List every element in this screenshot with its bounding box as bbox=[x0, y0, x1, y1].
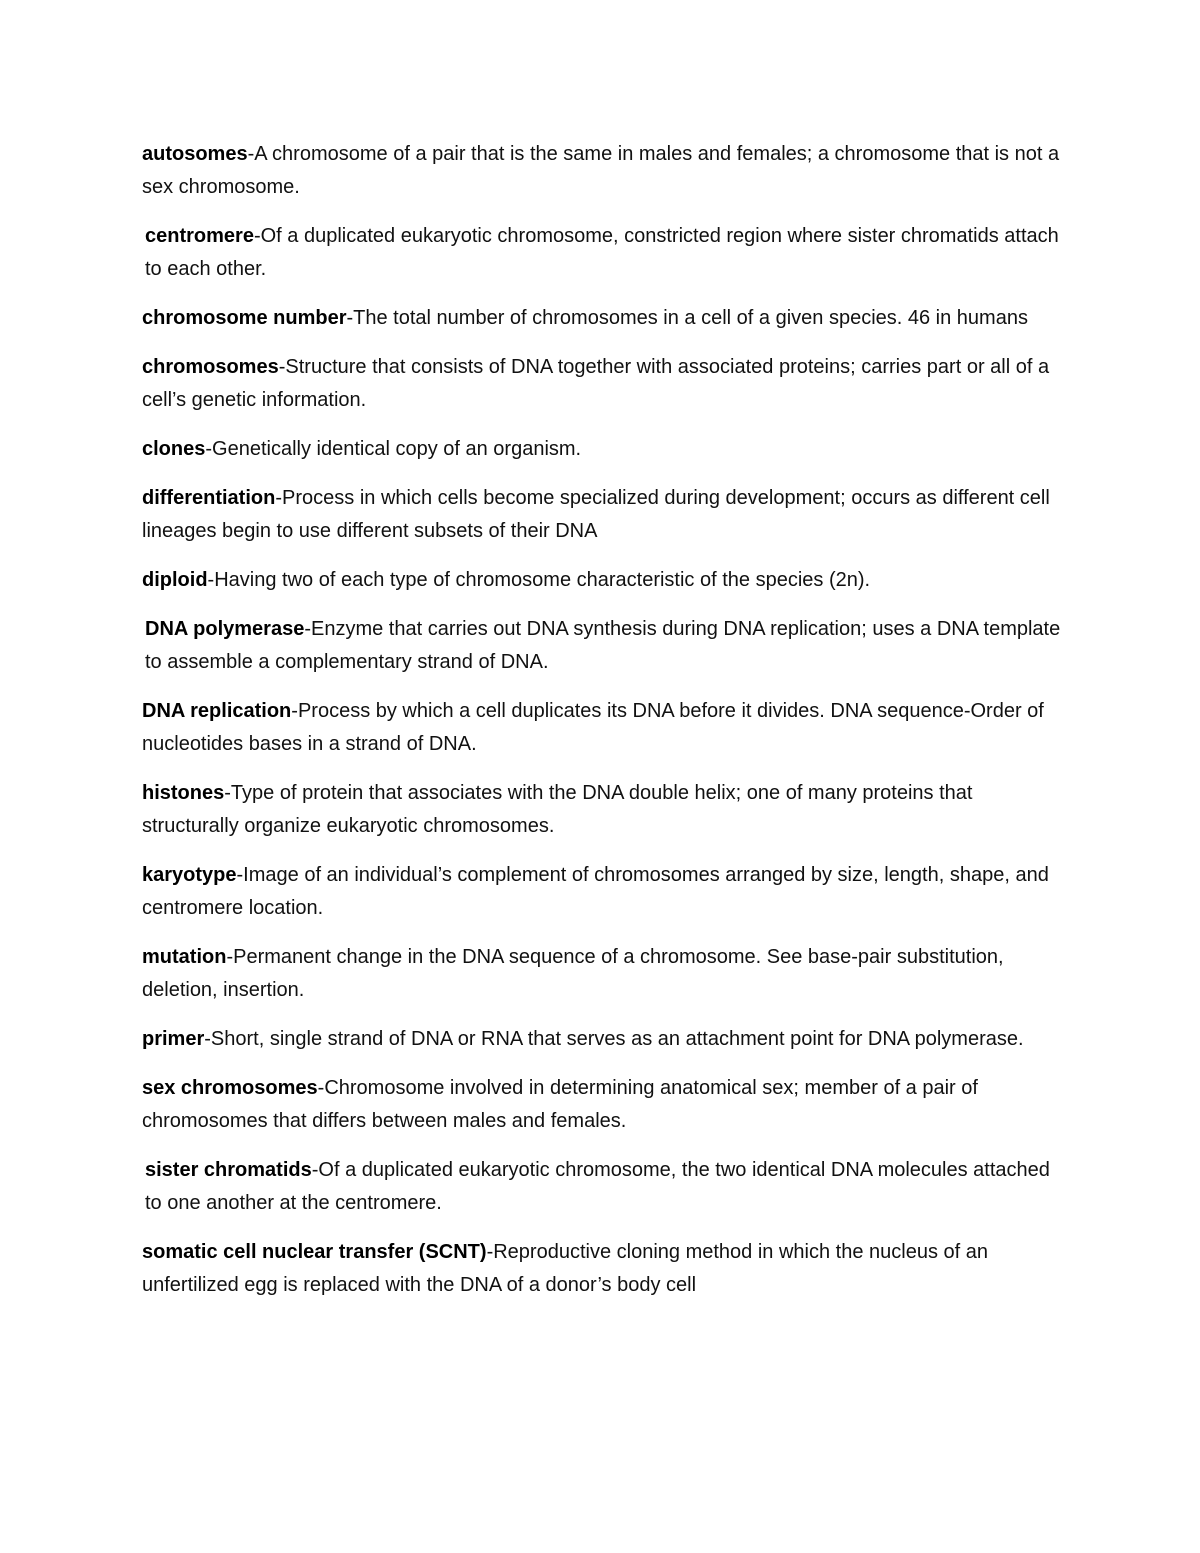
glossary-entry-autosomes bbox=[142, 138, 1062, 204]
glossary-entry-karyotype bbox=[142, 859, 1062, 925]
term-separator: - bbox=[224, 782, 231, 804]
glossary-entry-primer bbox=[142, 1023, 1062, 1056]
glossary-entry-scnt bbox=[142, 1236, 1062, 1302]
term-separator: - bbox=[311, 1159, 319, 1181]
glossary-term: somatic cell nuclear transfer (SCNT) bbox=[142, 1241, 487, 1263]
glossary-term: chromosomes bbox=[142, 356, 279, 378]
term-separator: - bbox=[236, 864, 244, 886]
glossary-definition: Short, single strand of DNA or RNA that serves as an attachment point for DNA polymerase. bbox=[210, 1028, 1024, 1050]
glossary-term: chromosome number bbox=[142, 307, 347, 329]
glossary-term: centromere bbox=[145, 225, 254, 247]
term-separator: - bbox=[226, 946, 234, 968]
glossary-definition: Image of an individual’s complement of chromosomes arranged by size, length, shape, and centromere location. bbox=[142, 864, 1049, 919]
glossary-entry-sex-chromosomes bbox=[142, 1072, 1062, 1138]
glossary-definition: Permanent change in the DNA sequence of a chromosome. See base-pair substitution, deletion, insertion. bbox=[142, 946, 1004, 1001]
glossary-entry-clones bbox=[142, 433, 1062, 466]
glossary-term: karyotype bbox=[142, 864, 237, 886]
glossary-term: clones bbox=[142, 438, 206, 460]
glossary-definition: Process by which a cell duplicates its DNA before it divides. DNA sequence-Order of nucleotides bases in a strand of DNA. bbox=[142, 700, 1044, 755]
glossary-list bbox=[142, 138, 1062, 1318]
glossary-definition: Chromosome involved in determining anatomical sex; member of a pair of chromosomes that differs between males and females. bbox=[142, 1077, 978, 1132]
glossary-definition: Reproductive cloning method in which the nucleus of an unfertilized egg is replaced with the DNA of a donor’s body cell bbox=[142, 1241, 988, 1296]
glossary-definition: Enzyme that carries out DNA synthesis during DNA replication; uses a DNA template to assemble a complementary strand of DNA. bbox=[145, 618, 1061, 673]
glossary-definition: Type of protein that associates with the DNA double helix; one of many proteins that structurally organize eukaryotic chromosomes. bbox=[142, 782, 973, 837]
glossary-entry-histones bbox=[142, 777, 1062, 843]
glossary-definition: A chromosome of a pair that is the same in males and females; a chromosome that is not a sex chromosome. bbox=[142, 143, 1060, 198]
glossary-entry-dna-polymerase bbox=[142, 613, 1062, 679]
glossary-term: DNA replication bbox=[142, 700, 292, 722]
glossary-term: DNA polymerase bbox=[145, 618, 305, 640]
glossary-definition: Genetically identical copy of an organism. bbox=[212, 438, 582, 460]
glossary-term: sister chromatids bbox=[145, 1159, 312, 1181]
glossary-definition: Process in which cells become specialized during development; occurs as different cell lineages begin to use different subsets of their DNA bbox=[142, 487, 1050, 542]
glossary-entry-differentiation bbox=[142, 482, 1062, 548]
glossary-term: diploid bbox=[142, 569, 208, 591]
term-separator: - bbox=[207, 569, 215, 591]
glossary-entry-dna-replication bbox=[142, 695, 1062, 761]
term-separator: - bbox=[275, 487, 283, 509]
glossary-term: autosomes bbox=[142, 143, 248, 165]
term-separator: - bbox=[291, 700, 298, 722]
term-separator: - bbox=[205, 438, 213, 460]
glossary-term: histones bbox=[142, 782, 225, 804]
term-separator: - bbox=[253, 225, 261, 247]
term-separator: - bbox=[304, 618, 311, 640]
glossary-entry-sister-chromatids bbox=[142, 1154, 1062, 1220]
glossary-entry-diploid bbox=[142, 564, 1062, 597]
glossary-term: primer bbox=[142, 1028, 205, 1050]
glossary-definition: Having two of each type of chromosome characteristic of the species (2n). bbox=[214, 569, 871, 591]
glossary-definition: Structure that consists of DNA together with associated proteins; carries part or all of a cell’s genetic information. bbox=[142, 356, 1050, 411]
glossary-term: mutation bbox=[142, 946, 227, 968]
term-separator: - bbox=[278, 356, 286, 378]
term-separator: - bbox=[247, 143, 255, 165]
glossary-definition: Of a duplicated eukaryotic chromosome, the two identical DNA molecules attached to one another at the centromere. bbox=[145, 1159, 1050, 1214]
glossary-term: sex chromosomes bbox=[142, 1077, 318, 1099]
term-separator: - bbox=[486, 1241, 494, 1263]
term-separator: - bbox=[204, 1028, 211, 1050]
glossary-entry-mutation bbox=[142, 941, 1062, 1007]
glossary-entry-chromosome-number bbox=[142, 302, 1062, 335]
glossary-entry-centromere bbox=[142, 220, 1062, 286]
glossary-term: differentiation bbox=[142, 487, 276, 509]
glossary-definition: The total number of chromosomes in a cell of a given species. 46 in humans bbox=[353, 307, 1028, 329]
glossary-entry-chromosomes bbox=[142, 351, 1062, 417]
glossary-definition: Of a duplicated eukaryotic chromosome, constricted region where sister chromatids attach to each other. bbox=[145, 225, 1059, 280]
term-separator: - bbox=[317, 1077, 325, 1099]
term-separator: - bbox=[346, 307, 354, 329]
